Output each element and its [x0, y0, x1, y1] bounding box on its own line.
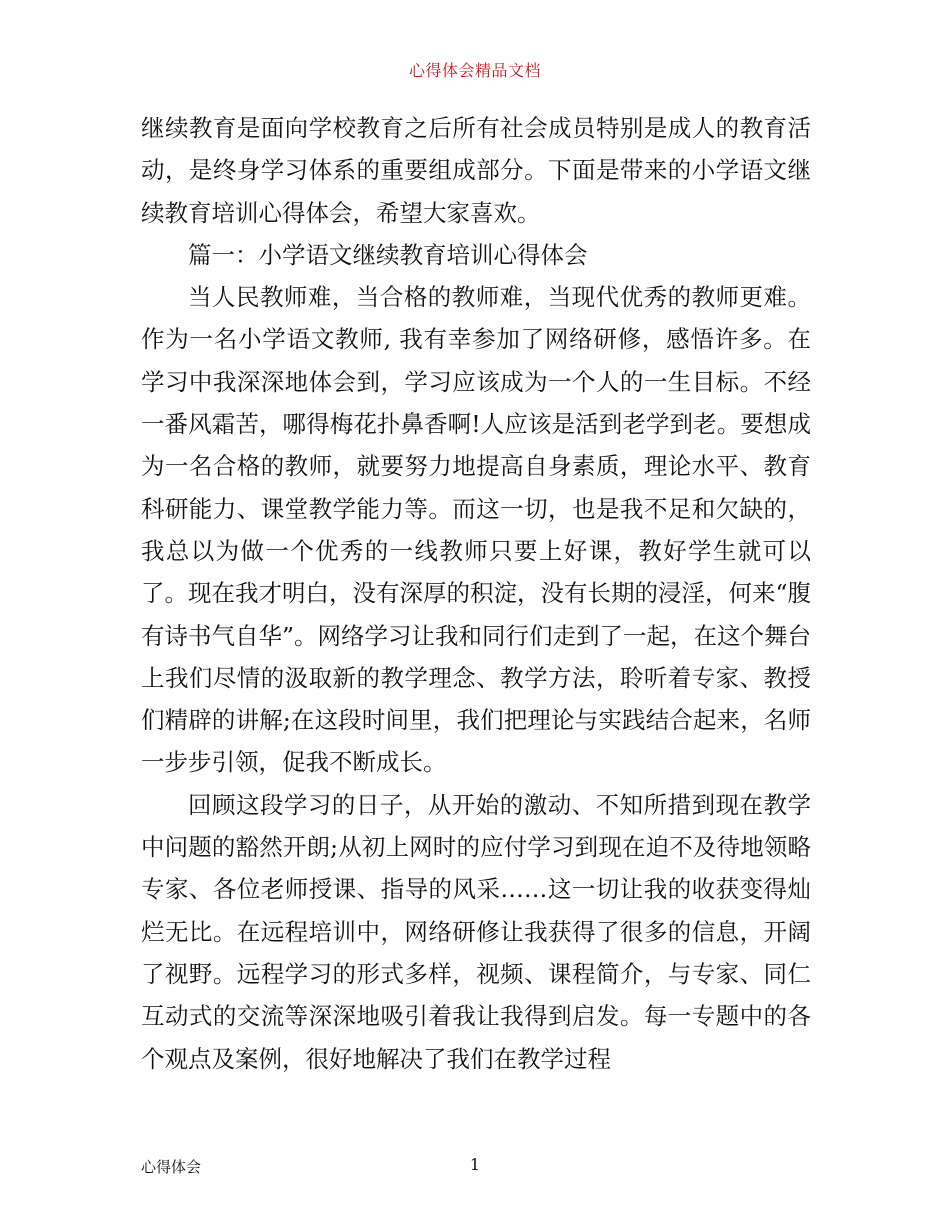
page-number: 1	[469, 1155, 481, 1174]
footer-label: 心得体会	[141, 1158, 202, 1176]
section-title: 篇一：小学语文继续教育培训心得体会	[188, 240, 588, 269]
body-paragraph-1: 当人民教师难，当合格的教师难，当现代优秀的教师更难。作为一名小学语文教师, 我有幸参加了网络研修，感悟许多。在学习中我深深地体会到，学习应该成为一个人的一生目标。不经一番风霜苦，哪得梅花扑鼻香啊!人应该是活到老学到老。要想成为一名合格的教师，就要努力地提高自身素质，理论水平、教育科研能力、课堂教学能力等。而这一切，也是我不足和欠缺的，我总以为做一个优秀的一线教师只要上好课，教好学生就可以了。现在我才明白，没有深厚的积淀，没有长期的浸淫，何来“腹有诗书气自华”。网络学习让我和同行们走到了一起，在这个舞台上我们尽情的汲取新的教学理念、教学方法，聆听着专家、教授们精辟的讲解;在这段时间里，我们把理论与实践结合起来，名师一步步引领，促我不断成长。	[141, 283, 812, 777]
document-body	[141, 107, 811, 1080]
body-paragraph-2: 回顾这段学习的日子，从开始的激动、不知所措到现在教学中问题的豁然开朗;从初上网时的应付学习到现在迫不及待地领略专家、各位老师授课、指导的风采……这一切让我的收获变得灿烂无比。在远程培训中，网络研修让我获得了很多的信息，开阔了视野。远程学习的形式多样，视频、课程简介，与专家、同仁互动式的交流等深深地吸引着我让我得到启发。每一专题中的各个观点及案例，很好地解决了我们在教学过程	[141, 790, 811, 1073]
document-header-title: 心得体会精品文档	[408, 61, 541, 80]
intro-paragraph: 继续教育是面向学校教育之后所有社会成员特别是成人的教育活动，是终身学习体系的重要组成部分。下面是带来的小学语文继续教育培训心得体会，希望大家喜欢。	[141, 114, 811, 227]
